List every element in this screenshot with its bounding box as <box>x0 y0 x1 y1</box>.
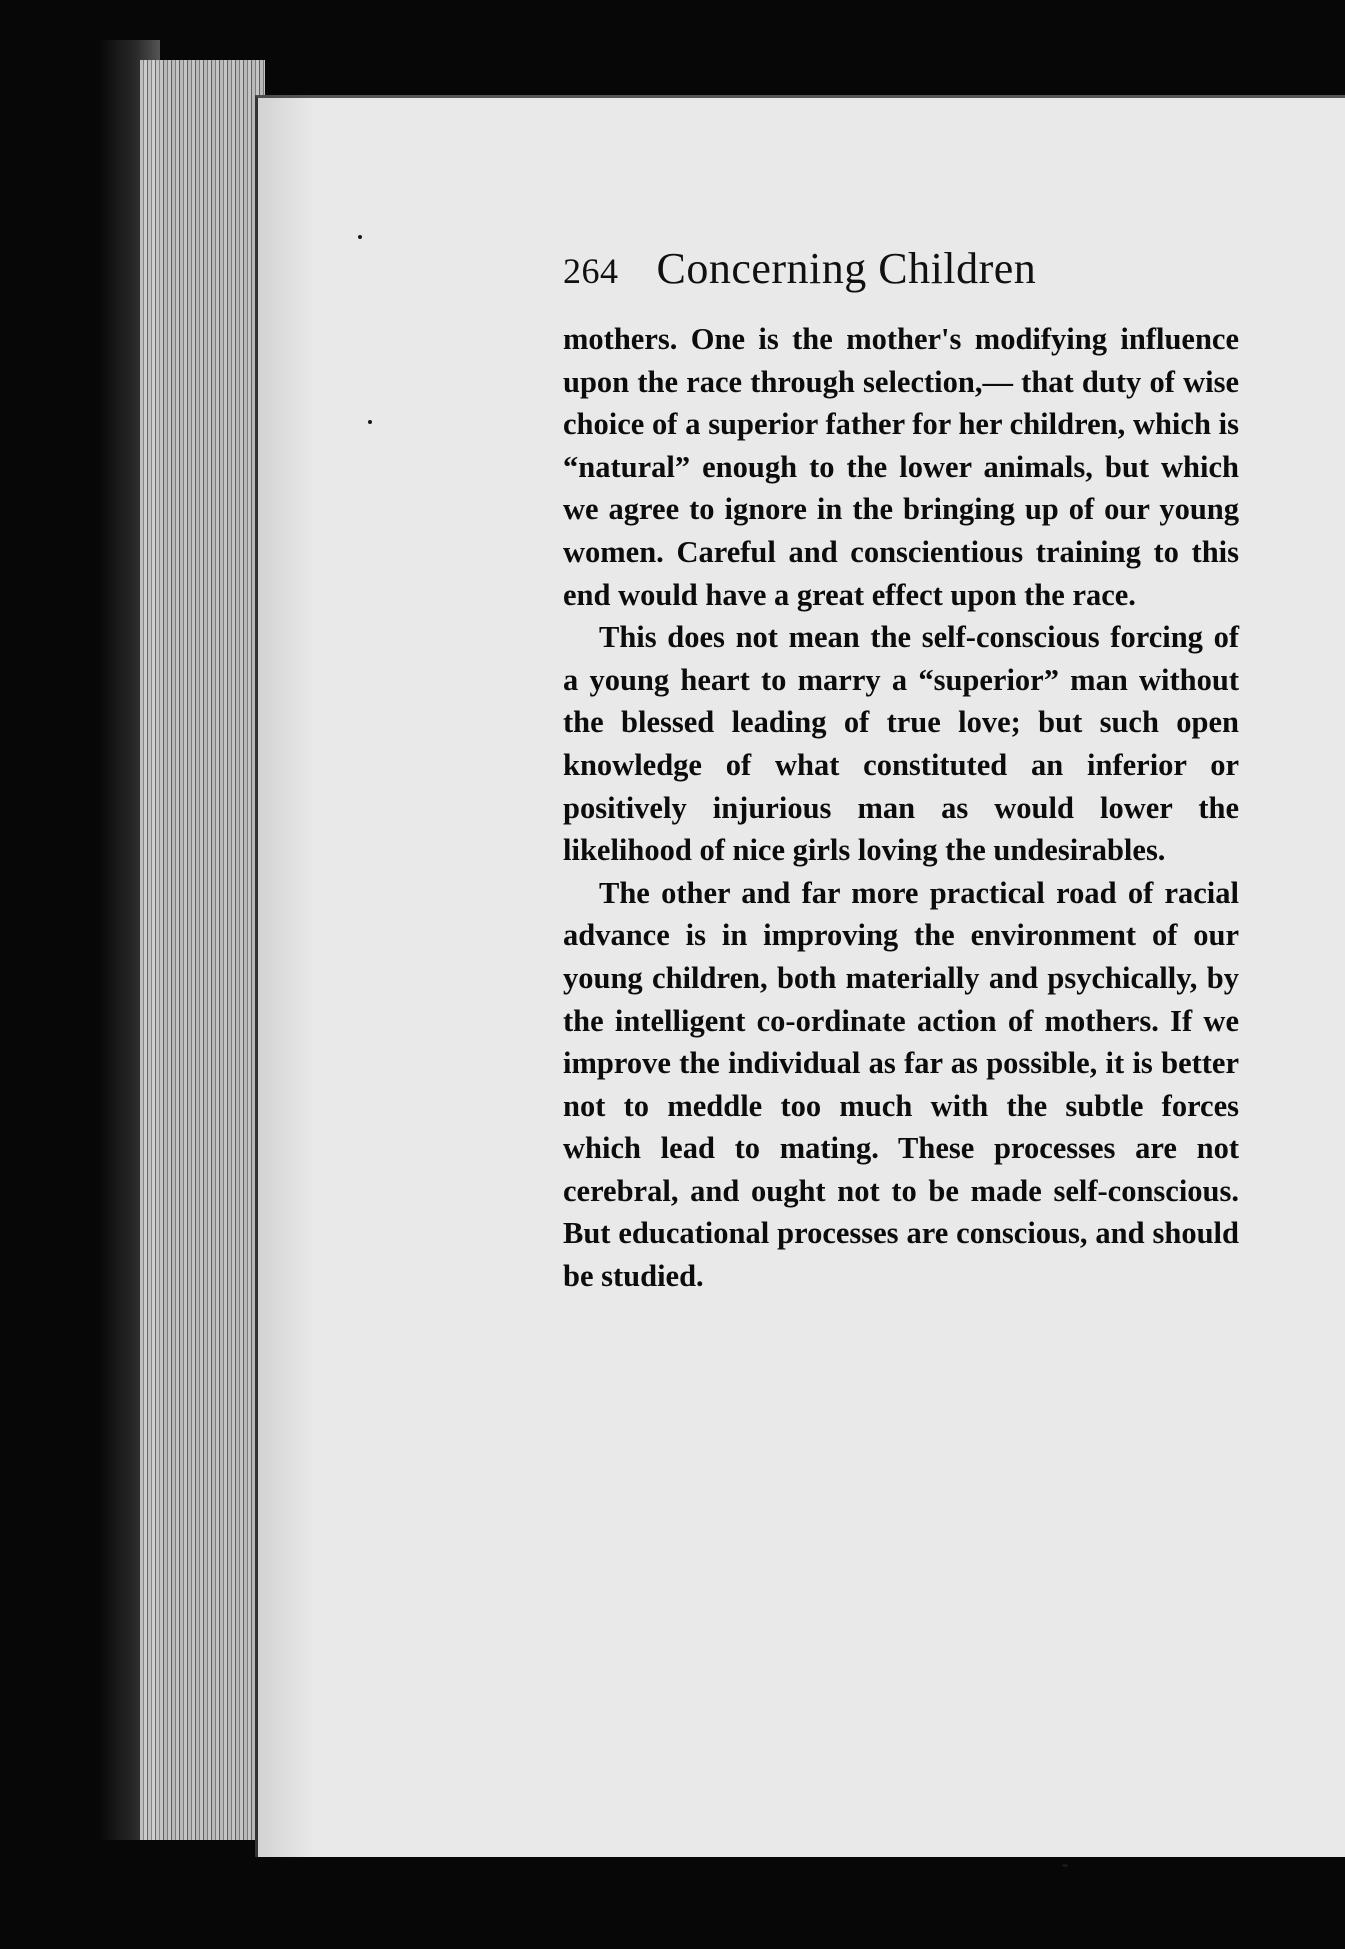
running-title: Concerning Children <box>656 244 1037 293</box>
running-head <box>563 243 1263 303</box>
dust-speck <box>368 420 372 424</box>
paragraph-2: This does not mean the self-conscious forcing of a young heart to marry a “superior” man without the blessed leading of true love; but such open knowledge of what constituted an inferior or positively injurious man as would lower the likelihood of nice girls loving the undesirables. <box>563 620 1239 868</box>
dust-speck <box>358 235 362 239</box>
stacked-page-edges <box>140 60 265 1840</box>
paragraph-3: The other and far more practical road of racial advance is in improving the environment of our young children, both materially and psychically, by the intelligent co-ordinate action of mothers. If we improve the individual as far as possible, it is better not to meddle too much with the subtle forces which lead to mating. These processes are not cerebral, and ought not to be made self-conscious. But educational processes are conscious, and should be studied. <box>563 875 1239 1294</box>
body-text <box>563 318 1239 1298</box>
paragraph-1: mothers. One is the mother's modifying influence upon the race through selection,— that duty of wise choice of a superior father for her children, which is “natural” enough to the lower animals, but which we agree to ignore in the bringing up of our young women. Careful and conscientious training to this end would have a great effect upon the race. <box>563 322 1239 612</box>
dust-speck <box>1062 1864 1068 1867</box>
page-number: 264 <box>563 251 619 291</box>
